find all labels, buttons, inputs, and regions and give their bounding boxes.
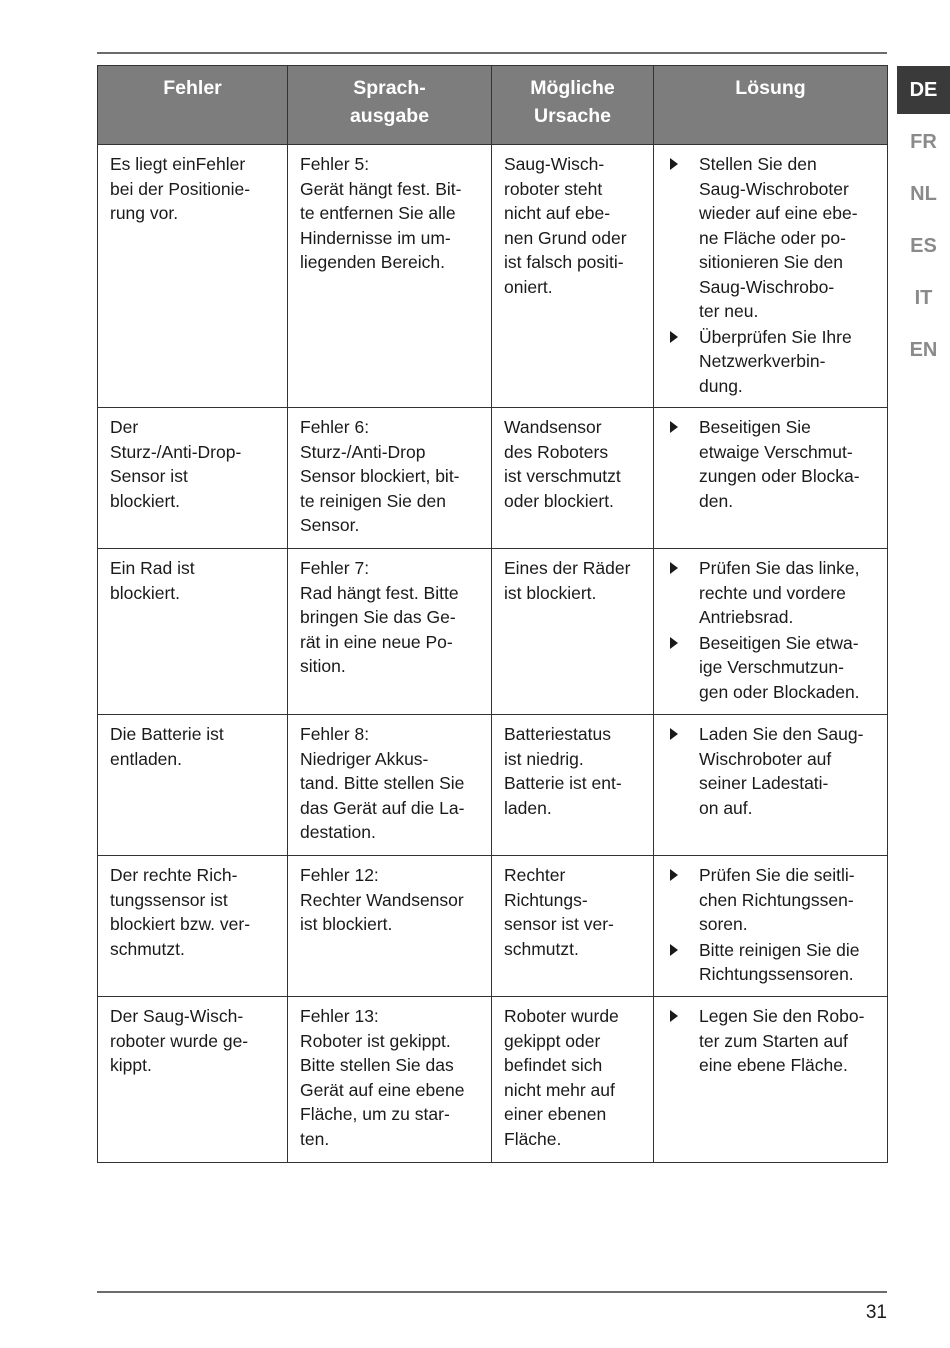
cell-fehler-text: Der rechte Rich- tungssensor ist blockiert bzw. ver- schmutzt.	[110, 865, 251, 959]
triangle-bullet-icon	[670, 331, 678, 343]
solution-item	[666, 863, 877, 937]
error-table	[97, 65, 888, 1163]
solution-item	[666, 631, 877, 705]
cell-fehler	[98, 408, 288, 549]
solution-list	[666, 863, 877, 987]
cell-sprachausgabe-text: Fehler 6: Sturz-/Anti-Drop Sensor blockiert, bit- te reinigen Sie den Sensor.	[300, 417, 460, 535]
solution-item	[666, 556, 877, 630]
header-ursache: Mögliche Ursache	[492, 66, 654, 145]
header-sprachausgabe: Sprach- ausgabe	[288, 66, 492, 145]
cell-ursache-text: Wandsensor des Roboters ist verschmutzt oder blockiert.	[504, 417, 621, 511]
solution-list	[666, 1004, 877, 1078]
solution-text: Beseitigen Sie etwa- ige Verschmutzun- gen oder Blockaden.	[699, 632, 860, 702]
solution-list	[666, 415, 877, 513]
solution-item	[666, 1004, 877, 1078]
solution-item	[666, 722, 877, 820]
cell-fehler	[98, 856, 288, 997]
language-tabs	[897, 66, 950, 376]
cell-ursache-text: Rechter Richtungs- sensor ist ver- schmutzt.	[504, 865, 614, 959]
cell-fehler-text: Ein Rad ist blockiert.	[110, 558, 195, 603]
cell-fehler-text: Es liegt einFehler bei der Positionie- rung vor.	[110, 154, 251, 223]
cell-fehler	[98, 145, 288, 408]
top-rule	[97, 52, 887, 54]
cell-fehler	[98, 549, 288, 715]
cell-ursache-text: Eines der Räder ist blockiert.	[504, 558, 631, 603]
lang-tab-it[interactable]: IT	[914, 286, 933, 309]
page-number: 31	[865, 1302, 887, 1323]
triangle-bullet-icon	[670, 421, 678, 433]
table-row	[98, 408, 888, 549]
triangle-bullet-icon	[670, 869, 678, 881]
solution-item	[666, 152, 877, 324]
cell-sprachausgabe	[288, 145, 492, 408]
solution-list	[666, 556, 877, 704]
triangle-bullet-icon	[670, 944, 678, 956]
cell-loesung	[654, 997, 888, 1163]
cell-ursache	[492, 856, 654, 997]
lang-tab-nl[interactable]: NL	[910, 182, 937, 205]
cell-loesung	[654, 856, 888, 997]
solution-list	[666, 722, 877, 820]
solution-text: Prüfen Sie das linke, rechte und vordere Antriebsrad.	[699, 558, 860, 627]
solution-item	[666, 325, 877, 399]
lang-tab-de[interactable]: DE	[897, 66, 950, 114]
lang-tab-fr[interactable]: FR	[910, 130, 937, 153]
lang-tab-es[interactable]: ES	[910, 234, 937, 257]
cell-fehler-text: Die Batterie ist entladen.	[110, 724, 224, 769]
bottom-rule	[97, 1291, 887, 1293]
header-loesung: Lösung	[654, 66, 888, 145]
solution-text: Bitte reinigen Sie die Richtungssensoren.	[699, 939, 860, 984]
solution-item	[666, 938, 877, 987]
triangle-bullet-icon	[670, 1010, 678, 1022]
cell-sprachausgabe	[288, 715, 492, 856]
table-row	[98, 997, 888, 1163]
cell-loesung	[654, 549, 888, 715]
table-row	[98, 856, 888, 997]
lang-tab-en[interactable]: EN	[909, 338, 938, 361]
cell-fehler-text: Der Sturz-/Anti-Drop- Sensor ist blockiert.	[110, 417, 242, 511]
cell-ursache-text: Batteriestatus ist niedrig. Batterie ist ent- laden.	[504, 724, 622, 818]
table-row	[98, 715, 888, 856]
solution-text: Legen Sie den Robo- ter zum Starten auf eine ebene Fläche.	[699, 1006, 865, 1075]
solution-text: Laden Sie den Saug- Wischroboter auf seiner Ladestati- on auf.	[699, 724, 864, 818]
cell-sprachausgabe-text: Fehler 13: Roboter ist gekippt. Bitte stellen Sie das Gerät auf eine ebene Fläche, um zu star- ten.	[300, 1006, 465, 1149]
solution-text: Stellen Sie den Saug-Wischroboter wieder auf eine ebe- ne Fläche oder po- sitionieren Sie den Saug-Wischrobo- ter neu.	[699, 154, 858, 321]
cell-fehler	[98, 715, 288, 856]
cell-ursache	[492, 408, 654, 549]
solution-text: Prüfen Sie die seitli- chen Richtungssen- soren.	[699, 865, 855, 934]
table-header-row	[98, 66, 888, 145]
cell-ursache	[492, 549, 654, 715]
triangle-bullet-icon	[670, 562, 678, 574]
header-fehler: Fehler	[98, 66, 288, 145]
cell-ursache	[492, 997, 654, 1163]
cell-loesung	[654, 715, 888, 856]
cell-loesung	[654, 408, 888, 549]
solution-item	[666, 415, 877, 513]
table-row	[98, 145, 888, 408]
cell-ursache	[492, 145, 654, 408]
triangle-bullet-icon	[670, 728, 678, 740]
solution-list	[666, 152, 877, 398]
triangle-bullet-icon	[670, 637, 678, 649]
cell-ursache	[492, 715, 654, 856]
cell-sprachausgabe-text: Fehler 7: Rad hängt fest. Bitte bringen Sie das Ge- rät in eine neue Po- sition.	[300, 558, 459, 676]
cell-sprachausgabe	[288, 549, 492, 715]
cell-sprachausgabe-text: Fehler 12: Rechter Wandsensor ist blockiert.	[300, 865, 464, 934]
solution-text: Beseitigen Sie etwaige Verschmut- zungen oder Blocka- den.	[699, 417, 860, 511]
table-row	[98, 549, 888, 715]
cell-ursache-text: Saug-Wisch- roboter steht nicht auf ebe- nen Grund oder ist falsch positi- oniert.	[504, 154, 627, 297]
cell-sprachausgabe-text: Fehler 5: Gerät hängt fest. Bit- te entfernen Sie alle Hindernisse im um- liegenden Bereich.	[300, 154, 462, 272]
cell-sprachausgabe	[288, 408, 492, 549]
cell-fehler-text: Der Saug-Wisch- roboter wurde ge- kippt.	[110, 1006, 249, 1075]
cell-sprachausgabe	[288, 856, 492, 997]
cell-ursache-text: Roboter wurde gekippt oder befindet sich nicht mehr auf einer ebenen Fläche.	[504, 1006, 619, 1149]
cell-sprachausgabe	[288, 997, 492, 1163]
cell-sprachausgabe-text: Fehler 8: Niedriger Akkus- tand. Bitte stellen Sie das Gerät auf die La- destation.	[300, 724, 465, 842]
cell-loesung	[654, 145, 888, 408]
solution-text: Überprüfen Sie Ihre Netzwerkverbin- dung.	[699, 326, 852, 396]
triangle-bullet-icon	[670, 158, 678, 170]
cell-fehler	[98, 997, 288, 1163]
